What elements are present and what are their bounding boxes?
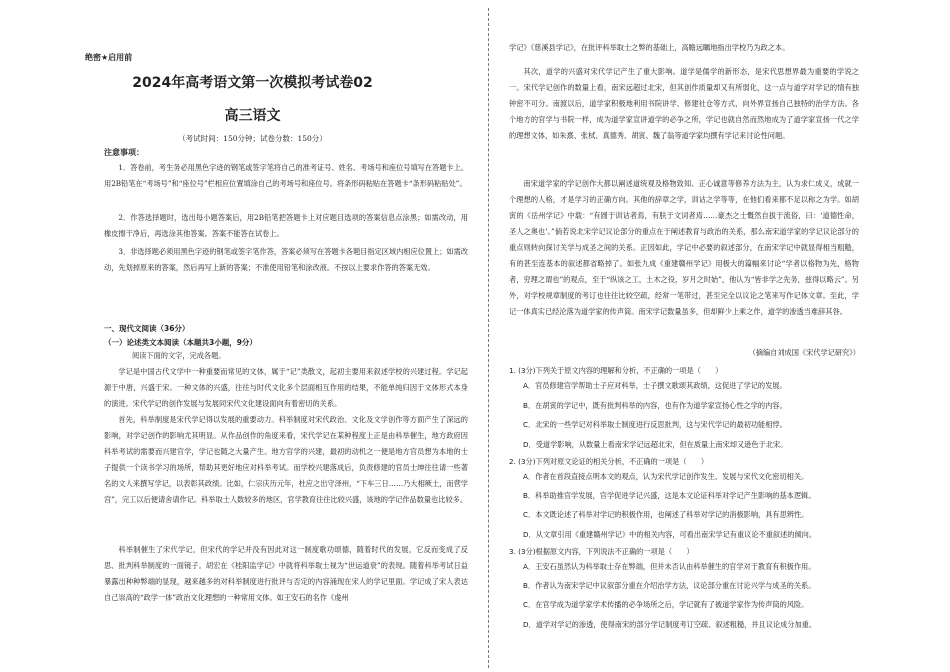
note-item-1: 1．答卷前，考生务必用黑色字迹的钢笔或签字笔将自己的准考证号、姓名、考场号和座位号填写在答题卡上。用2B铅笔在“考场号”和“座位号”栏相应位置填涂自己的考场号和座位号。将条形码粘贴在答题卡“条形码粘贴处”。 — [104, 163, 468, 188]
passage-paragraph: 其次，道学的兴盛对宋代学记产生了重大影响。道学是儒学的新形态，是宋代思想界最为重要的学说之一。宋代学记创作的数量上看，南宋远超过北宋，但其创作质量却又有所弱化，这一点与道学对学记的情有独钟密不可分。南渡以后，道学家积极地利用书院讲学、修建社仓等方式，向外界宣扬自己独特的治学方法。各个地方的官学与书院一样，成为道学家宣讲道学的必争之所，学记也就自然而然地成为了道学家宣扬一代之学的理想文体，如朱熹、张栻、真德秀、胡寅、魏了翁等道学家均撰有学记来讨论性问题。 — [509, 67, 859, 140]
passage-paragraph: 南宋道学家的学记创作大都以阐述道统观及格物致知、正心诚意等修养方法为主，认为求仁成义，成就一个理想的人格，才是学习的正确方向。其他的辞章之学，训诂之学等等，在他们看来都不足以称之为学。如胡寅的《岳州学记》中载：“有圆于训诂者焉，有肤于文词者焉……豪杰之士慨然自拔于流俗，曰：‘道德性命，圣人之奥也’。”倘若说北宋学记议论部分的重点在于阐述教育与政治的关系，那么南宋道学家的学记议论部分的重点则转向探讨关学与成圣之间的关系。正因如此，学记中必要的叙述部分，在南宋学记中就显得相当粗糙，有的甚至连基本的叙述都省略掉了。如张九成《重建赣州学记》用极大的篇幅来讨论“学者以格物为先，格物者，穷理之谓也”的观点，至于“纵该之工，土木之役，岁月之时始”，他认为“皆非学之先务，兹得以略云”。另外，对学校规章制度的考订也往往比较空疏，经常一笔带过，甚至完全以议论之笔来写作记体文章。至此，学记一体真实已经沦落为道学家的传声筒。南宋学记数量虽多，但却鲜少上乘之作，道学的渗透当难辞其咎。 — [509, 179, 859, 316]
question-1-option-c[interactable]: C．北宋的一些学记对科举取士制度进行反思批判，这与宋代学记的最初功能相悖。 — [523, 420, 787, 429]
note-item-2: 2．作答选择题时，选出每小题答案后，用2B铅笔把答题卡上对应题目选项的答案信息点涂黑；如需改动，用橡皮擦干净后，再选涂其他答案。答案不能答在试卷上。 — [104, 213, 468, 238]
question-2-option-b[interactable]: B．科举助推官学发展，官学促进学记兴盛，这是本文论证科举对学记产生影响的基本逻辑。 — [523, 491, 816, 500]
question-3-option-d[interactable]: D．道学对学记的渗透，使得南宋的部分学记制度考订空疏、叙述粗糙，并且议论成分加重。 — [523, 620, 817, 629]
question-3-stem: 3. (3分)根据原文内容，下列说法不正确的一项是（ ） — [509, 547, 694, 556]
exam-title: 2024年高考语文第一次模拟考试卷02 — [132, 75, 373, 91]
question-3-option-b[interactable]: B．作者认为南宋学记中议叙部分重在介绍治学方法，议论部分重在讨论兴学与成圣的关系。 — [523, 581, 816, 590]
passage-paragraph: 学记是中国古代文学中一种重要而常见的文体，属于“记”类散文，起初主要用来叙述学校的兴建过程。学记起源于中唐，兴盛于宋。一种文体的兴盛，往往与时代文化多个层面相互作用的结果，不能单纯归因于文体形式本身的演进。宋代学记的创作发展与发展同宋代文化建设面向有着密切的关系。 — [104, 367, 468, 408]
question-1-option-b[interactable]: B．在胡寅的学记中，既有批判科举的内容，也有作为道学家宣扬心性之学的内容。 — [523, 401, 787, 410]
question-3-option-a[interactable]: A．王安石虽然认为科举取士存在弊端，但并未否认由科举催生的官学对于教育有积极作用。 — [523, 562, 816, 571]
question-3-option-c[interactable]: C．在官学成为道学家学术传播的必争场所之后，学记就有了被道学家作为传声筒的风险。 — [523, 600, 809, 609]
exam-info: （考试时间：150分钟；试卷分数：150分） — [178, 134, 327, 143]
question-2-option-c[interactable]: C．本文既论述了科举对学记的积极作用，也阐述了科举对学记的消极影响，具有思辨性。 — [523, 510, 809, 519]
question-1-option-d[interactable]: D．受道学影响，从数量上看南宋学记远超北宋，但在质量上南宋却又逊色于北宋。 — [523, 440, 788, 449]
question-1-stem: 1. (3分)下列关于原文内容的理解和分析，不正确的一项是（ ） — [509, 366, 723, 375]
question-2-option-a[interactable]: A．作者在首段直接点明本文的观点，认为宋代学记创作发生、发展与宋代文化密切相关。 — [523, 472, 809, 481]
question-2-stem: 2. (3分)下列对原文论证的相关分析，不正确的一项是（ ） — [509, 457, 709, 466]
question-1-option-a[interactable]: A．官员修建官学帮助士子应对科举，士子撰文歌颂其政绩，这促进了学记的发展。 — [523, 381, 787, 390]
passage-paragraph: 科举制催生了宋代学记，但宋代的学记并没有因此对这一制度歌功颂德，随着时代的发展，它反而变成了反思、批判科举制度的一面镜子。胡宏在《桂阳监学记》中就将科举取士视为“世运道衰”的表现。随着科举考试日益暴露出种种弊端的显现，越来越多的对科举制度进行批评与否定的内容涌现在宋人的学记里面。学记成了宋人表达自己崇高的“政学一体”政治文化理想的一种常用文体。如王安石的名作《虔州 — [104, 545, 468, 602]
right-column — [475, 0, 950, 672]
section-intro: 阅读下面的文字，完成各题。 — [132, 351, 226, 360]
section-subheading: （一）论述类文本阅读（本题共3小题，9分） — [104, 338, 257, 347]
passage-paragraph: 学记》《慈溪县学记》，在批评科举取士之弊的基础上，高瞻远瞩地指出学校乃为政之本。 — [509, 43, 790, 52]
passage-paragraph: 首先，科举制度是宋代学记得以发展的重要动力。科举制度对宋代政治、文化及文学创作等方面产生了深远的影响，对学记创作的影响尤其明显。从作品创作的角度来看，宋代学记在某种程度上正是由科举催生，地方政府因科举考试的需要而兴建官学，学记也随之大量产生。地方官学的兴建，最初的动机之一便是地方官员想为本地的士子提供一个读书学习的场所，帮助其更好地应对科举考试。而学校兴建落成后，负责修建的官员士绅往往请一些著名的文人来撰写学记，以表彰其政绩。比如，仁宗庆历元年，杜应之出守泽州，“下车三日……乃大相厥土，而营学宫”，完工以后便请舍请作记。科举取士人数较多的地区，官学教育往往比较兴盛，该地的学记作品数量也比较多。 — [104, 415, 468, 504]
section-heading: 一、现代文阅读（36分） — [104, 324, 190, 333]
source-citation: （摘编自刘成国《宋代学记研究》） — [748, 348, 860, 357]
question-2-option-d[interactable]: D．从文章引用《重建赣州学记》中的相关内容，可看出南宋学记有重议论不重叙述的倾向。 — [523, 530, 817, 539]
exam-subtitle: 高三语文 — [224, 108, 281, 124]
secret-mark: 绝密★启用前 — [85, 53, 133, 62]
note-item-3: 3．非选择题必须用黑色字迹的钢笔或签字笔作答，答案必须写在答题卡各题目指定区域内相应位置上；如需改动，先划掉原来的答案，然后再写上新的答案；不准使用铅笔和涂改液。不按以上要求作答的答案无效。 — [104, 247, 468, 272]
notes-heading: 注意事项： — [104, 148, 144, 157]
